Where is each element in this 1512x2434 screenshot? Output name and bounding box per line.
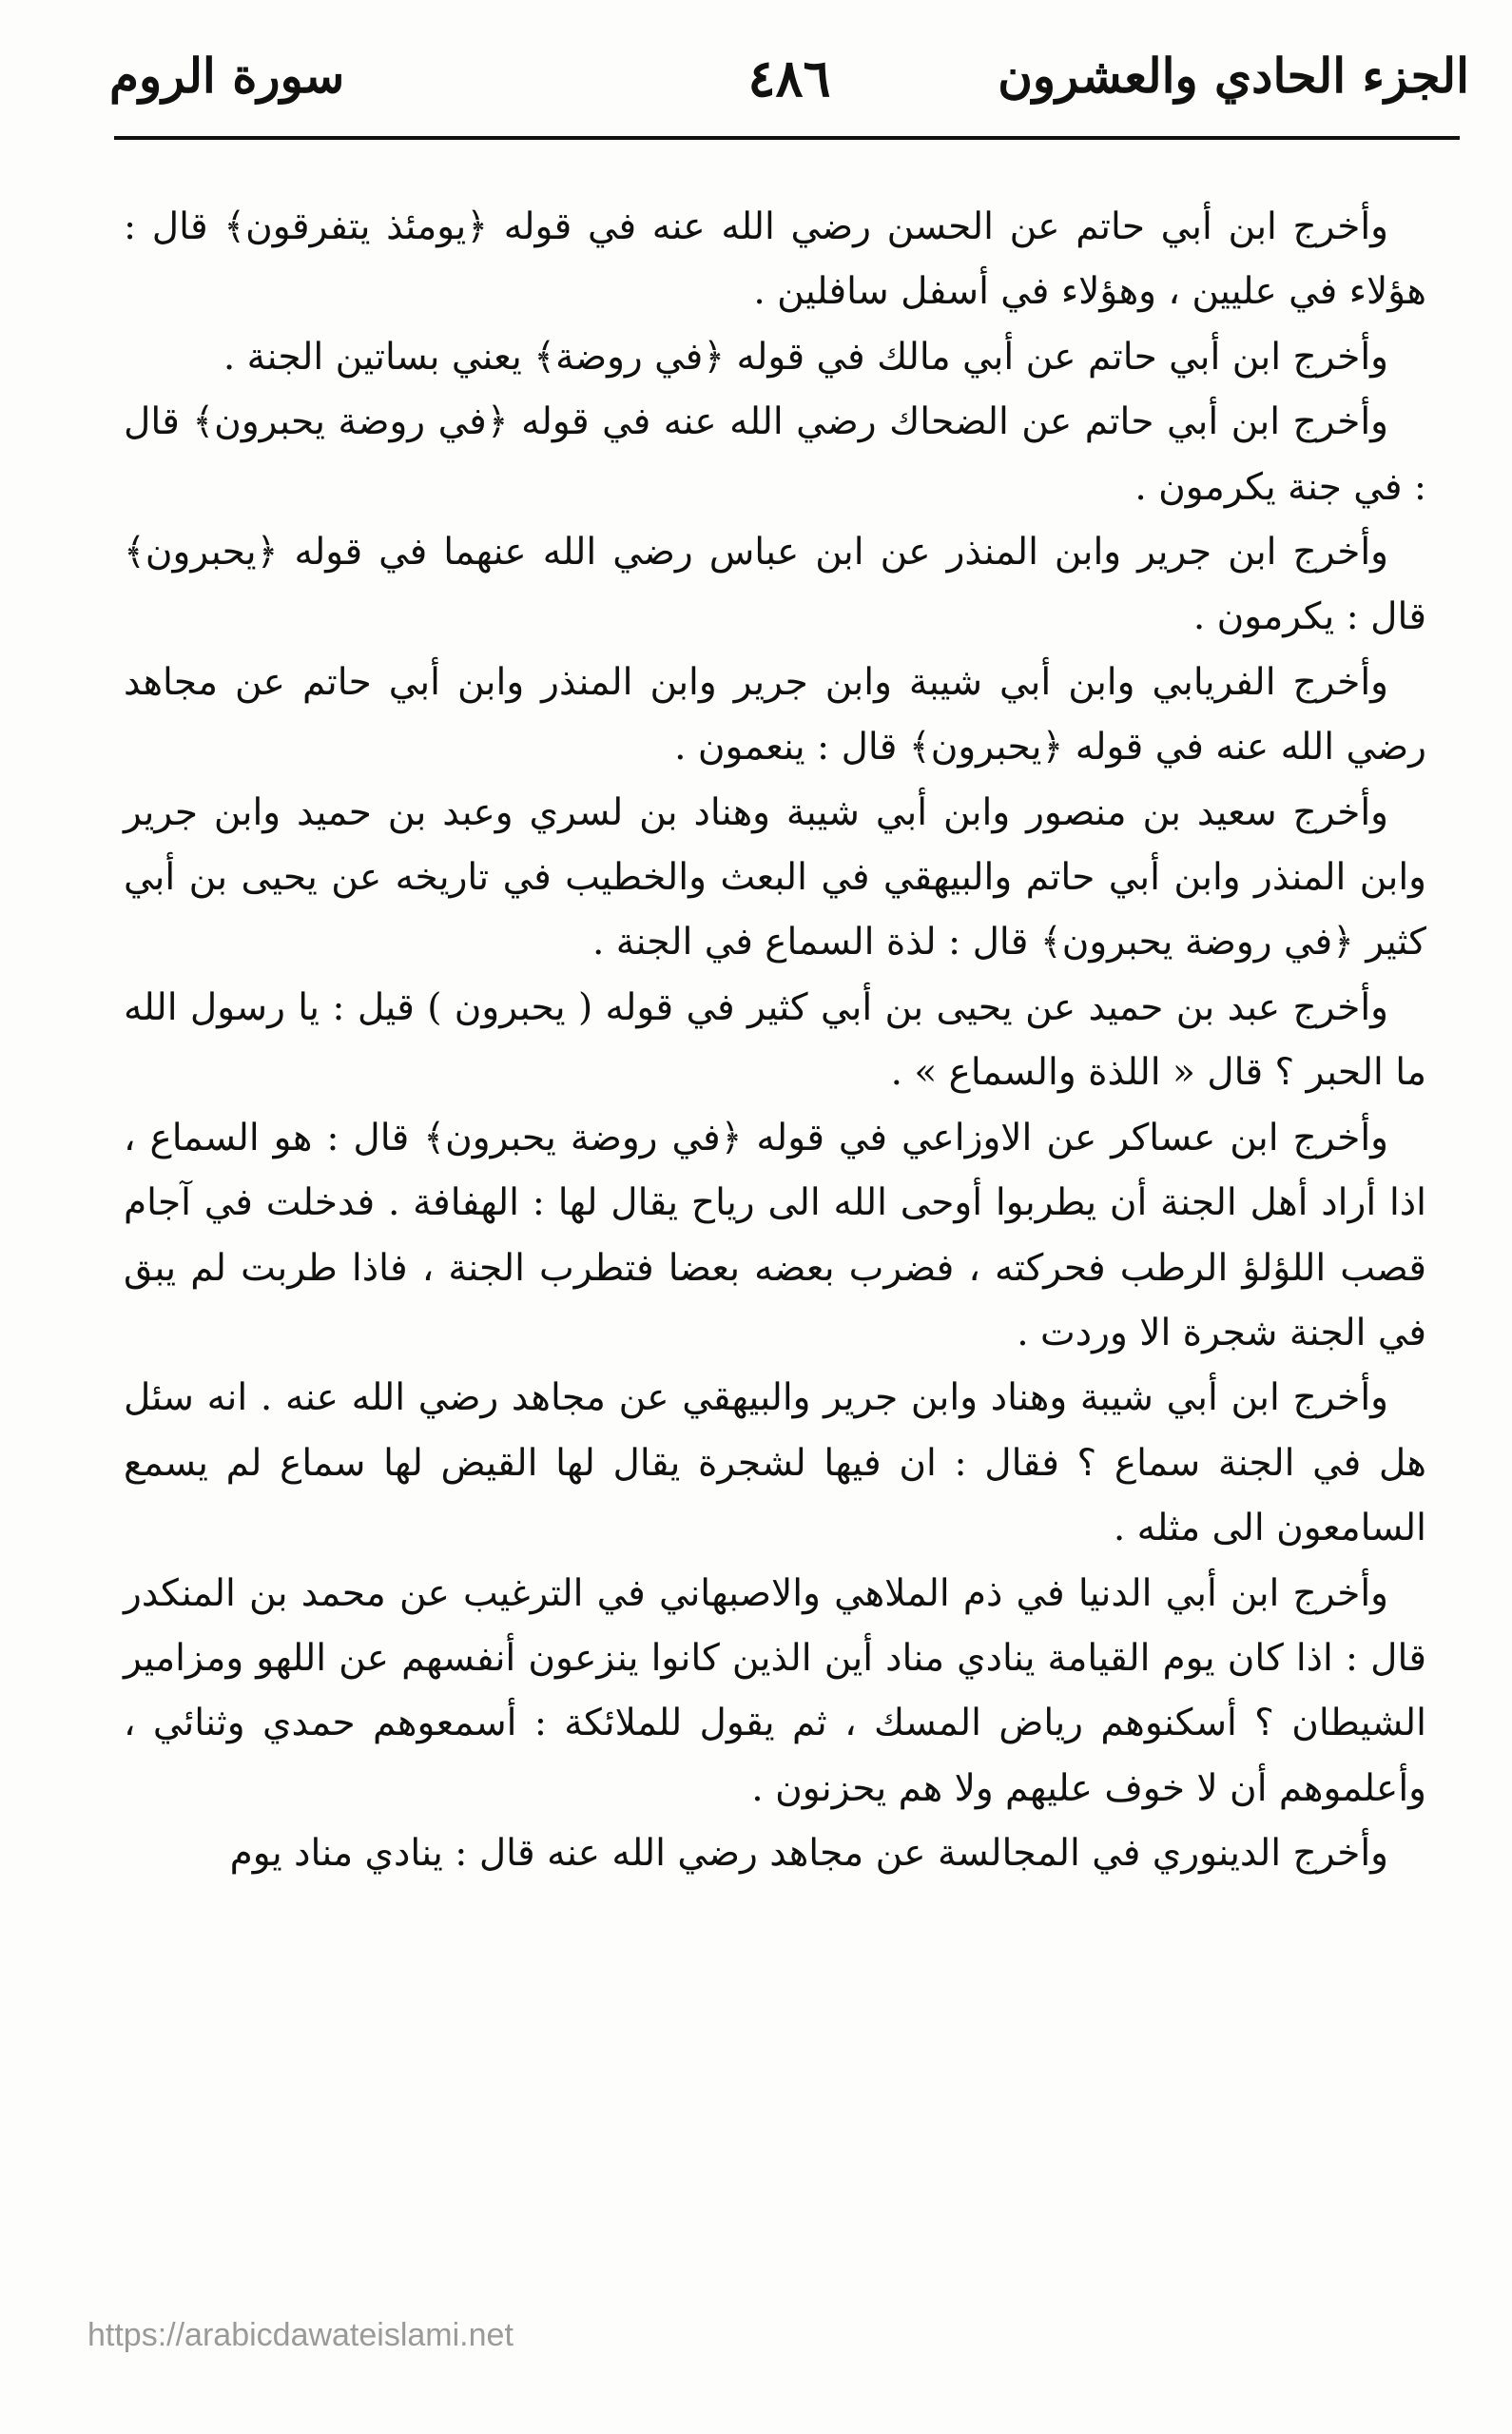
paragraph-11: وأخرج الدينوري في المجالسة عن مجاهد رضي الله عنه قال : ينادي مناد يوم [229,1832,1388,1876]
paragraph-10: وأخرج ابن أبي الدنيا في ذم الملاهي والاصبهاني في الترغيب عن محمد بن المنكدر قال : اذا كان يوم القيامة ينادي مناد أين الذين كانوا ينزعون أنفسهم عن اللهو ومزامير الشيطان ؟ أسكنوهم رياض المسك ، ثم يقول للملائكة : أسمعوهم حمدي وثنائي ، وأعلموهم أن لا خوف عليهم ولا هم يحزنون . [124,1571,1426,1810]
source-watermark: https://arabicdawateislami.net [87,2317,514,2353]
paragraph-8: وأخرج ابن عساكر عن الاوزاعي في قوله ﴿في روضة يحبرون﴾ قال : هو السماع ، اذا أراد أهل الجنة أن يطربوا أوحى الله الى رياح يقال لها : الهفافة . فدخلت في آجام قصب اللؤلؤ الرطب فحركته ، فضرب بعضه بعضا فتطرب الجنة ، فاذا طربت لم يبق في الجنة شجرة الا وردت . [124,1116,1426,1354]
surah-title: سورة الروم [109,48,345,104]
paragraph-5: وأخرج الفريابي وابن أبي شيبة وابن جرير وابن المنذر وابن أبي حاتم عن مجاهد رضي الله عنه في قوله ﴿يحبرون﴾ قال : ينعمون . [124,660,1426,769]
paragraph-6: وأخرج سعيد بن منصور وابن أبي شيبة وهناد بن لسري وعبد بن حميد وابن جرير وابن المنذر وابن أبي حاتم والبيهقي في البعث والخطيب في تاريخه عن يحيى بن أبي كثير ﴿في روضة يحبرون﴾ قال : لذة السماع في الجنة . [124,790,1426,964]
paragraph-2: وأخرج ابن أبي حاتم عن أبي مالك في قوله ﴿في روضة﴾ يعني بساتين الجنة . [223,335,1388,379]
paragraph-7: وأخرج عبد بن حميد عن يحيى بن أبي كثير في قوله ( يحبرون ) قيل : يا رسول الله ما الحبر ؟ قال « اللذة والسماع » . [124,985,1426,1095]
header-divider [114,136,1460,140]
page-number: ٤٨٦ [747,48,831,108]
page-body [124,195,1426,1887]
page-header [109,38,1469,143]
part-title: الجزء الحادي والعشرون [998,48,1469,104]
paragraph-3: وأخرج ابن أبي حاتم عن الضحاك رضي الله عنه في قوله ﴿في روضة يحبرون﴾ قال : في جنة يكرمون . [124,400,1426,509]
paragraph-9: وأخرج ابن أبي شيبة وهناد وابن جرير والبيهقي عن مجاهد رضي الله عنه . انه سئل هل في الجنة سماع ؟ فقال : ان فيها لشجرة يقال لها القيض لها سماع لم يسمع السامعون الى مثله . [124,1376,1426,1550]
paragraph-4: وأخرج ابن جرير وابن المنذر عن ابن عباس رضي الله عنهما في قوله ﴿يحبرون﴾ قال : يكرمون . [124,531,1426,639]
paragraph-1: وأخرج ابن أبي حاتم عن الحسن رضي الله عنه في قوله ﴿يومئذ يتفرقون﴾ قال : هؤلاء في عليين ، وهؤلاء في أسفل سافلين . [124,205,1426,314]
